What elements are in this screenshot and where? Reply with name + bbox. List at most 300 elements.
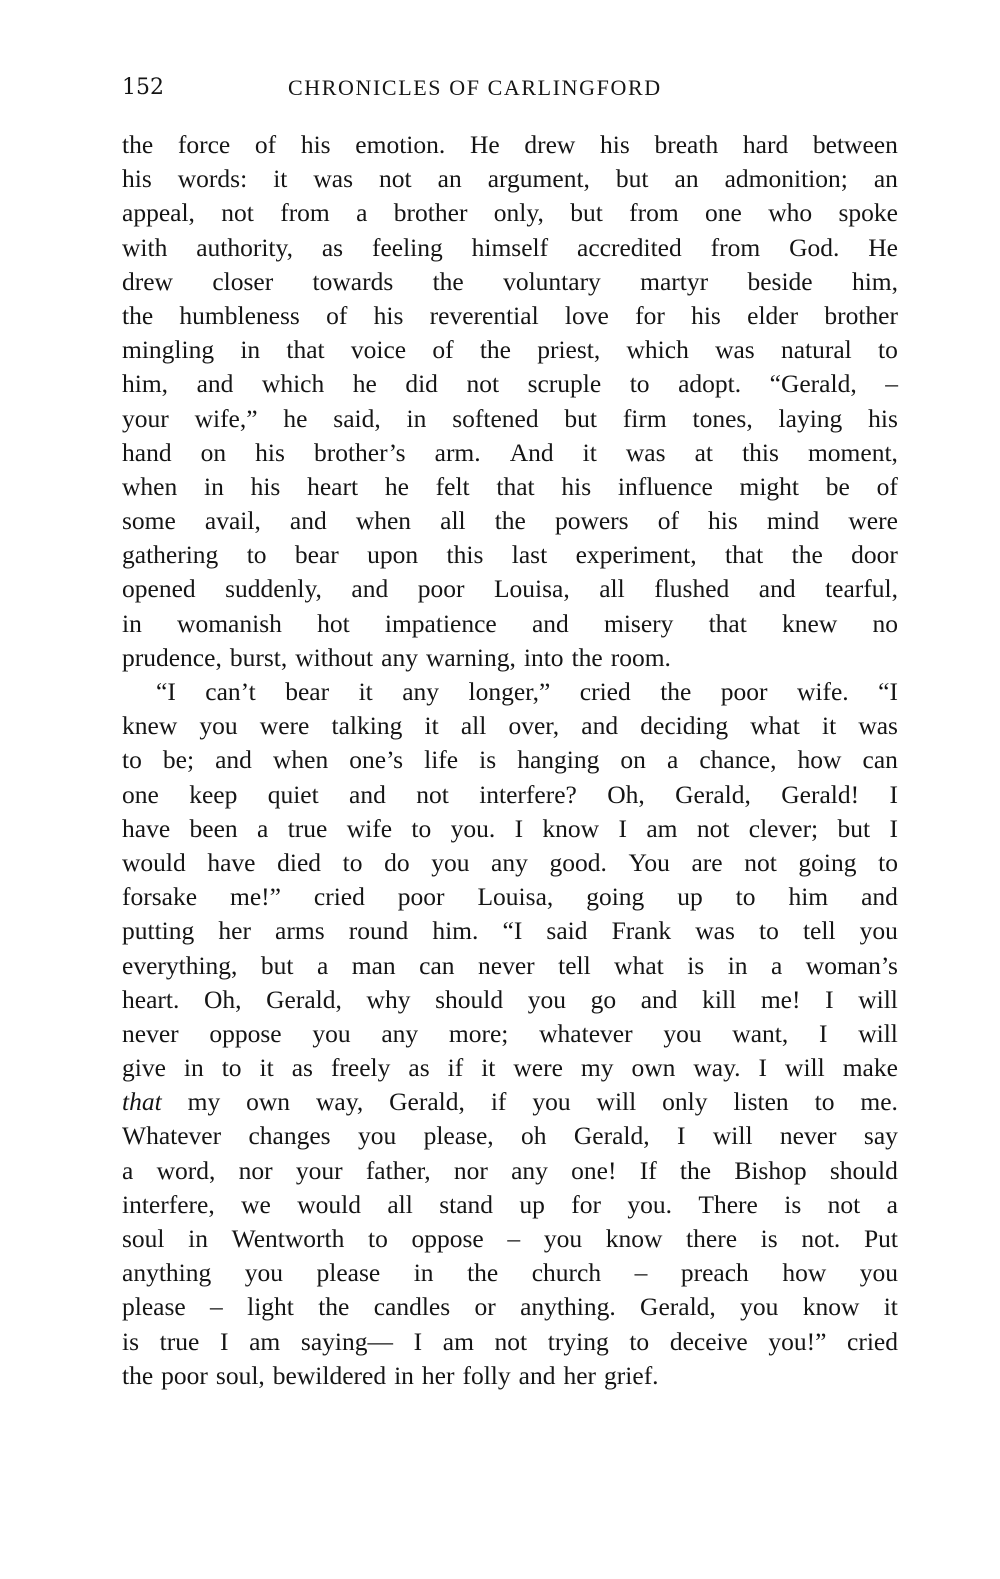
text-line (122, 812, 898, 846)
word: I (825, 984, 834, 1014)
word: will (858, 984, 898, 1014)
word: did (405, 369, 438, 399)
word: And (509, 437, 554, 467)
word: one’s (349, 745, 404, 775)
word: all (387, 1189, 413, 1219)
word: might (739, 471, 800, 501)
word: and (581, 711, 619, 741)
word: – (634, 1258, 648, 1288)
word: softened (452, 403, 539, 433)
word: was (858, 711, 898, 741)
word: suddenly, (225, 574, 322, 604)
word: beside (747, 266, 813, 296)
word: deceive (669, 1326, 748, 1356)
word: give (122, 1053, 166, 1083)
word: words: (177, 164, 248, 194)
word: and (640, 984, 678, 1014)
word: brother’s (313, 437, 406, 467)
word: Frank (611, 916, 672, 946)
word: to (629, 369, 650, 399)
word: which (626, 335, 689, 365)
word: felt (435, 471, 470, 501)
word: He (868, 232, 898, 262)
word: know (802, 1292, 860, 1322)
word: tell (558, 950, 591, 980)
word: an (437, 164, 462, 194)
word: talking (331, 711, 403, 741)
word: that (708, 608, 747, 638)
word: to (368, 1224, 388, 1253)
word: – (885, 369, 898, 399)
word: you (532, 1087, 571, 1117)
word: the (122, 300, 154, 330)
page-number: 152 (122, 75, 164, 100)
word: you (431, 847, 470, 877)
text-line (122, 1119, 898, 1153)
word: soul, (215, 1360, 265, 1390)
word: am (249, 1326, 281, 1356)
word: anything. (520, 1292, 616, 1322)
word: when (122, 471, 178, 501)
word: Gerald, (675, 779, 751, 809)
word: you (859, 1258, 898, 1288)
word: Gerald! (781, 779, 860, 809)
word: do (384, 847, 410, 877)
word: you (859, 916, 898, 946)
word: be; (162, 745, 195, 775)
word: but (570, 198, 603, 228)
word: interfere? (479, 779, 577, 809)
text-line (122, 778, 898, 812)
word: to (411, 813, 432, 843)
word: the (318, 1292, 350, 1322)
word: it (259, 1053, 274, 1083)
word: his (255, 437, 285, 467)
word: will (785, 1053, 825, 1083)
word: is (479, 745, 497, 775)
text-line (122, 162, 898, 196)
word: said, (333, 403, 381, 433)
word: any (381, 642, 418, 672)
text-line (122, 846, 898, 880)
word: go (590, 984, 617, 1014)
word: heart (307, 471, 359, 501)
text-line (122, 949, 898, 983)
word: your (122, 403, 169, 433)
word: can’t (205, 677, 256, 706)
word: in (727, 950, 748, 980)
word: bear (294, 540, 339, 570)
word: church (531, 1258, 602, 1288)
text-line (122, 1085, 898, 1119)
word: to (122, 745, 142, 775)
word: not. (801, 1224, 841, 1253)
word: room. (610, 642, 671, 672)
text-line (122, 983, 898, 1017)
word: and (758, 574, 796, 604)
text-line (122, 538, 898, 572)
word: in (394, 1360, 414, 1390)
word: nor (453, 1155, 488, 1185)
word: own (246, 1087, 291, 1117)
word: argument, (487, 164, 590, 194)
word: his (561, 471, 592, 501)
word: oppose (411, 1224, 484, 1253)
text-line (122, 1051, 898, 1085)
word: Wentworth (231, 1224, 345, 1253)
word: any (491, 847, 528, 877)
word: mind (766, 506, 820, 536)
word: the (494, 506, 526, 536)
text-line (122, 470, 898, 504)
word: hand (122, 437, 172, 467)
word: gathering (122, 540, 219, 570)
word: from (280, 198, 330, 228)
word: but (837, 813, 871, 843)
word: I (758, 1053, 768, 1083)
running-head (122, 73, 902, 107)
word: but (260, 950, 294, 980)
word: tones, (692, 403, 753, 433)
word: quiet (267, 779, 319, 809)
word: him (788, 882, 829, 912)
word: am (646, 813, 678, 843)
word: round (348, 916, 409, 946)
word: the (432, 266, 464, 296)
word: with (122, 232, 168, 262)
word: which (261, 369, 325, 399)
word: the (122, 130, 154, 159)
word: putting (122, 916, 195, 946)
word: not (827, 1189, 861, 1219)
word: poor (720, 677, 768, 706)
word: of (657, 506, 679, 536)
word: wife (346, 813, 393, 843)
word: the (679, 1155, 712, 1185)
word: to (735, 882, 756, 912)
word: scruple (527, 369, 602, 399)
word: love (564, 300, 609, 330)
word: anything (122, 1258, 212, 1288)
word: will (712, 1121, 753, 1151)
word: clever; (748, 813, 819, 843)
word: you (740, 1292, 779, 1322)
word: it (883, 1292, 898, 1322)
word: up (519, 1189, 545, 1219)
word: any (402, 677, 440, 706)
word: can (419, 950, 455, 980)
word: influence (617, 471, 713, 501)
word: upon (367, 540, 419, 570)
word: any (381, 1018, 419, 1048)
word: way, (316, 1087, 364, 1117)
word: it (358, 677, 373, 706)
word: oppose (209, 1018, 282, 1048)
word: firm (622, 403, 667, 433)
word: he (352, 369, 377, 399)
text-line (122, 436, 898, 470)
word: whatever (539, 1018, 633, 1048)
word: the (660, 677, 692, 706)
word: tearful, (825, 574, 898, 604)
word: life (424, 745, 459, 775)
word: my (187, 1087, 221, 1117)
word: adopt. (678, 369, 742, 399)
word: can (862, 745, 898, 775)
word: you. (627, 1189, 673, 1219)
word: longer,” (468, 677, 551, 706)
word: not (494, 1326, 528, 1356)
text-line (122, 367, 898, 401)
word: going (586, 882, 645, 912)
word: father, (365, 1155, 431, 1185)
word: preach (680, 1258, 749, 1288)
word: say (863, 1121, 898, 1151)
word: this (742, 437, 779, 467)
word: I (818, 1018, 828, 1048)
text-line (122, 299, 898, 333)
word: if (490, 1087, 507, 1117)
word: only, (493, 198, 544, 228)
word: what (750, 711, 800, 741)
word: Oh, (203, 984, 242, 1014)
word: know (542, 813, 600, 843)
word: man (351, 950, 396, 980)
word: voice (350, 335, 407, 365)
word: wife,” (194, 403, 258, 433)
word: should (829, 1155, 898, 1185)
word: were (259, 711, 310, 741)
word: as (291, 1053, 313, 1083)
word: poor (417, 574, 465, 604)
word: “Gerald, (769, 369, 857, 399)
word: cried (579, 677, 631, 706)
word: moment, (807, 437, 898, 467)
word: tell (802, 916, 836, 946)
word: word, (156, 1155, 216, 1185)
word: avail, (204, 506, 261, 536)
word: interfere, (122, 1189, 215, 1219)
word: humbleness (179, 300, 300, 330)
word: me! (760, 984, 801, 1014)
word: this (446, 540, 484, 570)
word: I (219, 1326, 229, 1356)
word: the (479, 335, 511, 365)
word: and (518, 1360, 556, 1390)
word: not (221, 198, 254, 228)
word: opened (122, 574, 196, 604)
word: what (614, 950, 664, 980)
word: mingling (122, 335, 215, 365)
word: the (791, 540, 823, 570)
word: an (674, 164, 699, 194)
word: on (620, 745, 646, 775)
word: you (527, 984, 566, 1014)
word: freely (330, 1053, 391, 1083)
word: elder (747, 300, 799, 330)
word: no (872, 608, 898, 638)
word: were (848, 506, 898, 536)
word: drew (122, 266, 173, 296)
word: brother (824, 300, 898, 330)
word: his (600, 130, 630, 159)
word: was (625, 437, 666, 467)
word: Bishop (734, 1155, 807, 1185)
word: – (507, 1224, 521, 1253)
word: Louisa, (477, 882, 554, 912)
word: bear (285, 677, 330, 706)
word: of (254, 130, 277, 159)
text-line (122, 504, 898, 538)
word: that (122, 1087, 162, 1117)
word: I (514, 813, 524, 843)
word: would (297, 1189, 361, 1219)
word: heart. (122, 984, 180, 1014)
word: poor (397, 882, 445, 912)
word: into (523, 642, 564, 672)
word: is (760, 1224, 778, 1253)
word: for (571, 1189, 602, 1219)
word: everything, (122, 950, 238, 980)
word: voluntary (503, 266, 601, 296)
word: in (406, 403, 427, 433)
word: himself (471, 232, 549, 262)
word: up (677, 882, 703, 912)
word: you. (450, 813, 496, 843)
word: cried (313, 882, 365, 912)
word: true (287, 813, 328, 843)
word: you (543, 1224, 583, 1253)
word: bewildered (272, 1360, 387, 1390)
word: candles (373, 1292, 451, 1322)
word: if (447, 1053, 464, 1083)
word: to (759, 916, 779, 946)
word: to (342, 847, 363, 877)
word: saying— (300, 1326, 393, 1356)
text-line (122, 1256, 898, 1290)
word: have (122, 813, 171, 843)
word: an (873, 164, 898, 194)
word: is (784, 1189, 802, 1219)
word: stand (439, 1189, 494, 1219)
text-line (122, 607, 898, 641)
word: when (355, 506, 412, 536)
word: good. (549, 847, 607, 877)
word: last (511, 540, 548, 570)
word: own (631, 1053, 676, 1083)
text-line (122, 880, 898, 914)
word: poor (161, 1360, 208, 1390)
word: drew (524, 130, 576, 159)
word: Gerald, (389, 1087, 465, 1117)
word: not (379, 164, 412, 194)
word: want, (732, 1018, 789, 1048)
word: my (580, 1053, 614, 1083)
word: his (868, 403, 898, 433)
word: martyr (640, 266, 709, 296)
text-line (122, 333, 898, 367)
word: brother (393, 198, 468, 228)
word: on (200, 437, 227, 467)
word: that (496, 471, 535, 501)
word: all (440, 506, 466, 536)
word: going (798, 847, 857, 877)
word: never (122, 1018, 179, 1048)
word: would (122, 847, 186, 877)
word: me!” (229, 882, 281, 912)
word: know (605, 1224, 663, 1253)
word: one (705, 198, 742, 228)
word: spoke (838, 198, 898, 228)
word: he (384, 471, 409, 501)
word: Gerald, (266, 984, 342, 1014)
word: will (858, 1018, 898, 1048)
word: not (466, 369, 500, 399)
word: Put (863, 1224, 898, 1253)
word: burst, (229, 642, 288, 672)
word: and (351, 574, 389, 604)
word: chance, (699, 745, 777, 775)
word: not (696, 813, 730, 843)
word: all (599, 574, 625, 604)
word: why (366, 984, 411, 1014)
word: prudence, (122, 642, 222, 672)
word: admonition; (724, 164, 848, 194)
word: never (779, 1121, 837, 1151)
word: his (373, 300, 404, 330)
word: is (122, 1326, 140, 1356)
word: of (876, 471, 898, 501)
text-line (122, 196, 898, 230)
word: laying (778, 403, 843, 433)
word: in (240, 335, 261, 365)
word: knew (782, 608, 838, 638)
word: trying (547, 1326, 609, 1356)
text-line (122, 1290, 898, 1324)
text-line (122, 402, 898, 436)
text-line (122, 1325, 898, 1359)
word: you!” (768, 1326, 827, 1356)
text-line (122, 1222, 898, 1256)
word: from (710, 232, 761, 262)
word: from (629, 198, 679, 228)
word: please (122, 1292, 186, 1322)
word: for (635, 300, 665, 330)
word: hot (317, 608, 350, 638)
word: a (122, 1155, 134, 1185)
word: closer (212, 266, 274, 296)
word: woman’s (805, 950, 898, 980)
word: He (469, 130, 500, 159)
word: we (241, 1189, 271, 1219)
word: you (312, 1018, 351, 1048)
word: Whatever (122, 1121, 222, 1151)
word: I (413, 1326, 423, 1356)
word: are (691, 847, 723, 877)
text-line (122, 1359, 898, 1393)
word: him, (122, 369, 169, 399)
word: be (825, 471, 850, 501)
word: breath (654, 130, 719, 159)
word: his (122, 164, 152, 194)
word: force (177, 130, 231, 159)
word: that (725, 540, 764, 570)
word: a (356, 198, 368, 228)
word: it (424, 711, 439, 741)
word: the (571, 642, 603, 672)
word: should (435, 984, 504, 1014)
word: who (768, 198, 813, 228)
